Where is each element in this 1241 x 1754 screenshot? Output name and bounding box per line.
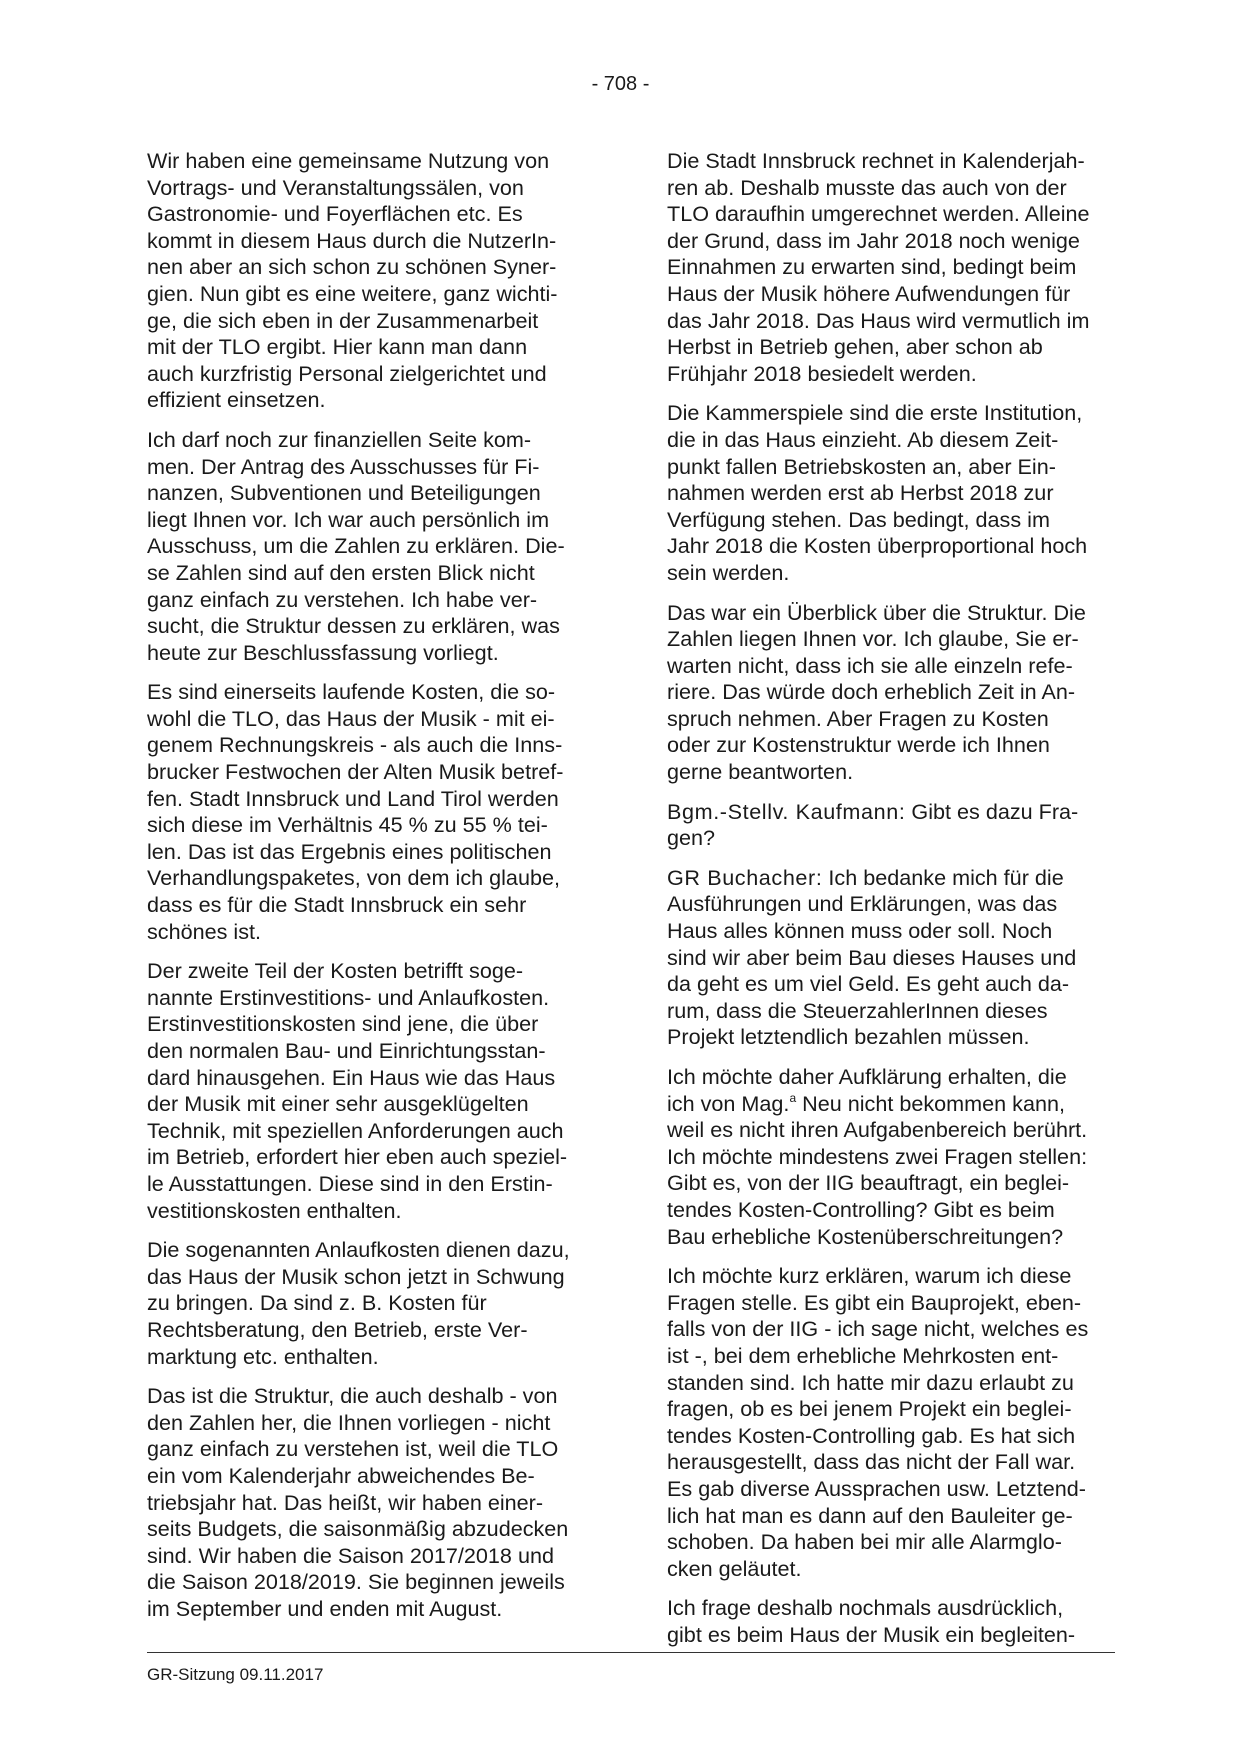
- left-column: [147, 148, 592, 1635]
- page-number: - 708 -: [591, 73, 650, 95]
- paragraph: Das ist die Struktur, die auch deshalb - von den Zahlen her, die Ihnen vorliegen - nicht ganz einfach zu verstehen ist, weil die TLO ein vom Kalenderjahr abweichendes Be- triebsjahr hat. Das heißt, wir haben einer- seits Budgets, die saisonmäßig abzudecken sind. Wir haben die Saison 2017/2018 und die Saison 2018/2019. Sie beginnen jeweils im September und enden mit August.: [147, 1383, 569, 1621]
- paragraph-text: Ich möchte daher Aufklärung erhalten, die ich von Mag.: [667, 1064, 1067, 1116]
- speech-paragraph: [667, 799, 1112, 852]
- superscript: a: [789, 1090, 797, 1105]
- paragraph: Die sogenannten Anlaufkosten dienen dazu, das Haus der Musik schon jetzt in Schwung zu bringen. Da sind z. B. Kosten für Rechtsberatung, den Betrieb, erste Ver- marktung etc. enthalten.: [147, 1237, 570, 1369]
- paragraph: Ich darf noch zur finanziellen Seite kom- men. Der Antrag des Ausschusses für Fi- nanzen, Subventionen und Beteiligungen liegt Ihnen vor. Ich war auch persönlich im Ausschuss, um die Zahlen zu erklären. Die- se Zahlen sind auf den ersten Blick nicht ganz einfach zu verstehen. Ich habe ver- sucht, die Struktur dessen zu erklären, was heute zur Beschlussfassung vorliegt.: [147, 426, 565, 665]
- paragraph: Die Stadt Innsbruck rechnet in Kalenderjah- ren ab. Deshalb musste das auch von der TLO daraufhin umgerechnet werden. Alleine der Grund, dass im Jahr 2018 noch wenige Einnahmen zu erwarten sind, bedingt beim Haus der Musik höhere Aufwendungen für das Jahr 2018. Das Haus wird vermutlich im Herbst in Betrieb gehen, aber schon ab Frühjahr 2018 besiedelt werden.: [667, 148, 1090, 386]
- speech-paragraph: [667, 865, 1112, 1051]
- paragraph: [667, 1064, 1112, 1250]
- paragraph: Wir haben eine gemeinsame Nutzung von Vortrags- und Veranstaltungssälen, von Gastronomie- und Foyerflächen etc. Es kommt in diesem Haus durch die NutzerIn- nen aber an sich schon zu schönen Syner- gien. Nun gibt es eine weitere, ganz wichti- ge, die sich eben in der Zusammenarbeit mit der TLO ergibt. Hier kann man dann auch kurzfristig Personal zielgerichtet und effizient einsetzen.: [147, 148, 558, 413]
- speech-text: Ich bedanke mich für die Ausführungen und Erklärungen, was das Haus alles können muss oder soll. Noch sind wir aber beim Bau dieses Hauses und da geht es um viel Geld. Es geht auch da- rum, dass die SteuerzahlerInnen dieses Projekt letztendlich bezahlen müssen.: [667, 864, 1077, 1050]
- paragraph: Ich frage deshalb nochmals ausdrücklich, gibt es beim Haus der Musik ein begleiten-: [667, 1595, 1076, 1647]
- footer-text: GR-Sitzung 09.11.2017: [147, 1665, 324, 1684]
- paragraph-text: Neu nicht bekommen kann, weil es nicht ihren Aufgabenbereich berührt. Ich möchte mindestens zwei Fragen stellen: Gibt es, von der IIG beauftragt, ein beglei- tendes Kosten-Controlling? Gibt es beim Bau erhebliche Kostenüberschreitungen?: [667, 1090, 1088, 1249]
- paragraph: Das war ein Überblick über die Struktur. Die Zahlen liegen Ihnen vor. Ich glaube, Sie er- warten nicht, dass ich sie alle einzeln refe- riere. Das würde doch erheblich Zeit in An- spruch nehmen. Aber Fragen zu Kosten oder zur Kostenstruktur werde ich Ihnen gerne beantworten.: [667, 599, 1086, 785]
- paragraph: Ich möchte kurz erklären, warum ich diese Fragen stelle. Es gibt ein Bauprojekt, eben- falls von der IIG - ich sage nicht, welches es ist -, bei dem erhebliche Mehrkosten ent- standen sind. Ich hatte mir dazu erlaubt zu fragen, ob es bei jenem Projekt ein beglei- tendes Kosten-Controlling gab. Es hat sich herausgestellt, dass das nicht der Fall war. Es gab diverse Aussprachen usw. Letztend- lich hat man es dann auf den Bauleiter ge- schoben. Da haben bei mir alle Alarmglo- cken geläutet.: [667, 1263, 1089, 1581]
- paragraph: Der zweite Teil der Kosten betrifft soge- nannte Erstinvestitions- und Anlaufkosten. Erstinvestitionskosten sind jene, die über den normalen Bau- und Einrichtungsstan- dard hinausgehen. Ein Haus wie das Haus der Musik mit einer sehr ausgeklügelten Technik, mit speziellen Anforderungen auch im Betrieb, erfordert hier eben auch speziel- le Ausstattungen. Diese sind in den Erstin- vestitionskosten enthalten.: [147, 958, 568, 1223]
- right-column: [667, 148, 1112, 1661]
- speaker-name: Bgm.-Stellv. Kaufmann:: [667, 798, 906, 824]
- paragraph: Es sind einerseits laufende Kosten, die so- wohl die TLO, das Haus der Musik - mit ei- genem Rechnungskreis - als auch die Inns- brucker Festwochen der Alten Musik betref- fen. Stadt Innsbruck und Land Tirol werden sich diese im Verhältnis 45 % zu 55 % tei- len. Das ist das Ergebnis eines politischen Verhandlungspaketes, von dem ich glaube, dass es für die Stadt Innsbruck ein sehr schönes ist.: [147, 679, 564, 944]
- footer-divider: [147, 1652, 1115, 1653]
- paragraph: Die Kammerspiele sind die erste Institution, die in das Haus einzieht. Ab diesem Zeit- punkt fallen Betriebskosten an, aber Ein- nahmen werden erst ab Herbst 2018 zur Verfügung stehen. Das bedingt, dass im Jahr 2018 die Kosten überproportional hoch sein werden.: [667, 400, 1088, 585]
- speaker-name: GR Buchacher:: [667, 864, 823, 890]
- speech-text: Gibt es dazu Fra- gen?: [667, 798, 1079, 851]
